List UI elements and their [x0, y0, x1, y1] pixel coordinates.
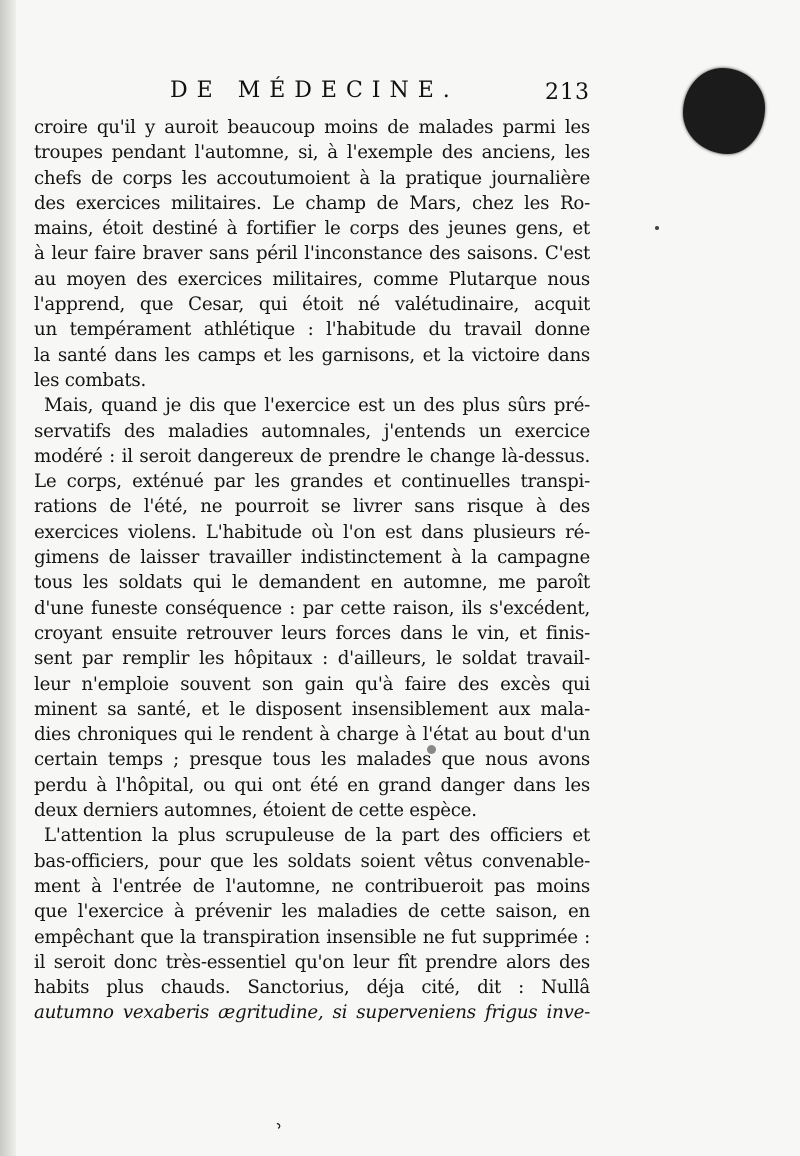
text-line: d'une funeste conséquence : par cette raison, ils s'excédent,: [34, 597, 590, 619]
paragraph-2: [34, 393, 590, 823]
paragraph-3: [34, 823, 590, 1025]
text-line: modéré : il seroit dangereux de prendre le change là-dessus.: [34, 445, 590, 467]
text-line: croyant ensuite retrouver leurs forces dans le vin, et finis-: [34, 622, 590, 644]
text-line: troupes pendant l'automne, si, à l'exemple des anciens, les: [34, 142, 590, 164]
text-line: des exercices militaires. Le champ de Mars, chez les Ro-: [34, 192, 590, 214]
text-line: ment à l'entrée de l'automne, ne contribueroit pas moins: [34, 875, 590, 897]
text-line: leur n'emploie souvent son gain qu'à faire des excès qui: [34, 673, 590, 695]
page-number: 213: [545, 80, 590, 105]
text-line: l'apprend, que Cesar, qui étoit né valétudinaire, acquit: [34, 294, 590, 316]
text-line: les combats.: [34, 369, 146, 391]
text-line: il seroit donc très-essentiel qu'on leur fît prendre alors des: [34, 951, 590, 973]
text-line: à leur faire braver sans péril l'inconstance des saisons. C'est: [34, 243, 590, 265]
footer-mark: ʾ: [274, 1119, 288, 1146]
text-line: Le corps, exténué par les grandes et continuelles transpi-: [34, 471, 590, 493]
text-line: rations de l'été, ne pourroit se livrer sans risque à des: [34, 496, 590, 518]
page-gutter-shadow: [0, 0, 16, 1156]
text-line: bas-officiers, pour que les soldats soient vêtus convenable-: [34, 850, 590, 872]
text-line: la santé dans les camps et les garnisons, et la victoire dans: [34, 344, 590, 366]
text-line: habits plus chauds. Sanctorius, déja cité, dit : Nullâ: [34, 977, 590, 999]
text-line: sent par remplir les hôpitaux : d'ailleurs, le soldat travail-: [34, 648, 590, 670]
text-line: Mais, quand je dis que l'exercice est un des plus sûrs pré-: [44, 395, 590, 417]
text-line: un tempérament athlétique : l'habitude du travail donne: [34, 319, 590, 341]
text-line: deux derniers automnes, étoient de cette espèce.: [34, 800, 477, 822]
ink-speck: [655, 226, 659, 230]
italic-text-line: autumno vexaberis ægritudine, si superveniens frigus inve-: [34, 1002, 590, 1024]
text-line: que l'exercice à prévenir les maladies de cette saison, en: [34, 901, 590, 923]
ink-blot-stain: [683, 68, 765, 154]
text-line: au moyen des exercices militaires, comme Plutarque nous: [34, 268, 590, 290]
text-line: croire qu'il y auroit beaucoup moins de malades parmi les: [34, 117, 590, 138]
text-line: empêchant que la transpiration insensible ne fut supprimée :: [34, 926, 590, 948]
running-title: DE MÉDECINE.: [170, 78, 459, 103]
paragraph-1: [34, 115, 590, 393]
text-line: exercices violens. L'habitude où l'on est dans plusieurs ré-: [34, 521, 590, 543]
text-line: minent sa santé, et le disposent insensiblement aux mala-: [34, 698, 590, 720]
text-line: perdu à l'hôpital, ou qui ont été en grand danger dans les: [34, 774, 590, 796]
body-text: [34, 115, 590, 1026]
text-line: tous les soldats qui le demandent en automne, me paroît: [34, 572, 590, 594]
page-header: [170, 78, 590, 112]
text-line: dies chroniques qui le rendent à charge à l'état au bout d'un: [34, 724, 590, 746]
text-line: gimens de laisser travailler indistinctement à la campagne: [34, 547, 590, 569]
text-line: mains, étoit destiné à fortifier le corps des jeunes gens, et: [34, 218, 590, 240]
text-line: certain temps ; presque tous les malades que nous avons: [34, 749, 590, 771]
text-line: chefs de corps les accoutumoient à la pratique journalière: [34, 167, 590, 189]
text-line: servatifs des maladies automnales, j'entends un exercice: [34, 420, 590, 442]
text-line: L'attention la plus scrupuleuse de la part des officiers et: [44, 825, 590, 847]
